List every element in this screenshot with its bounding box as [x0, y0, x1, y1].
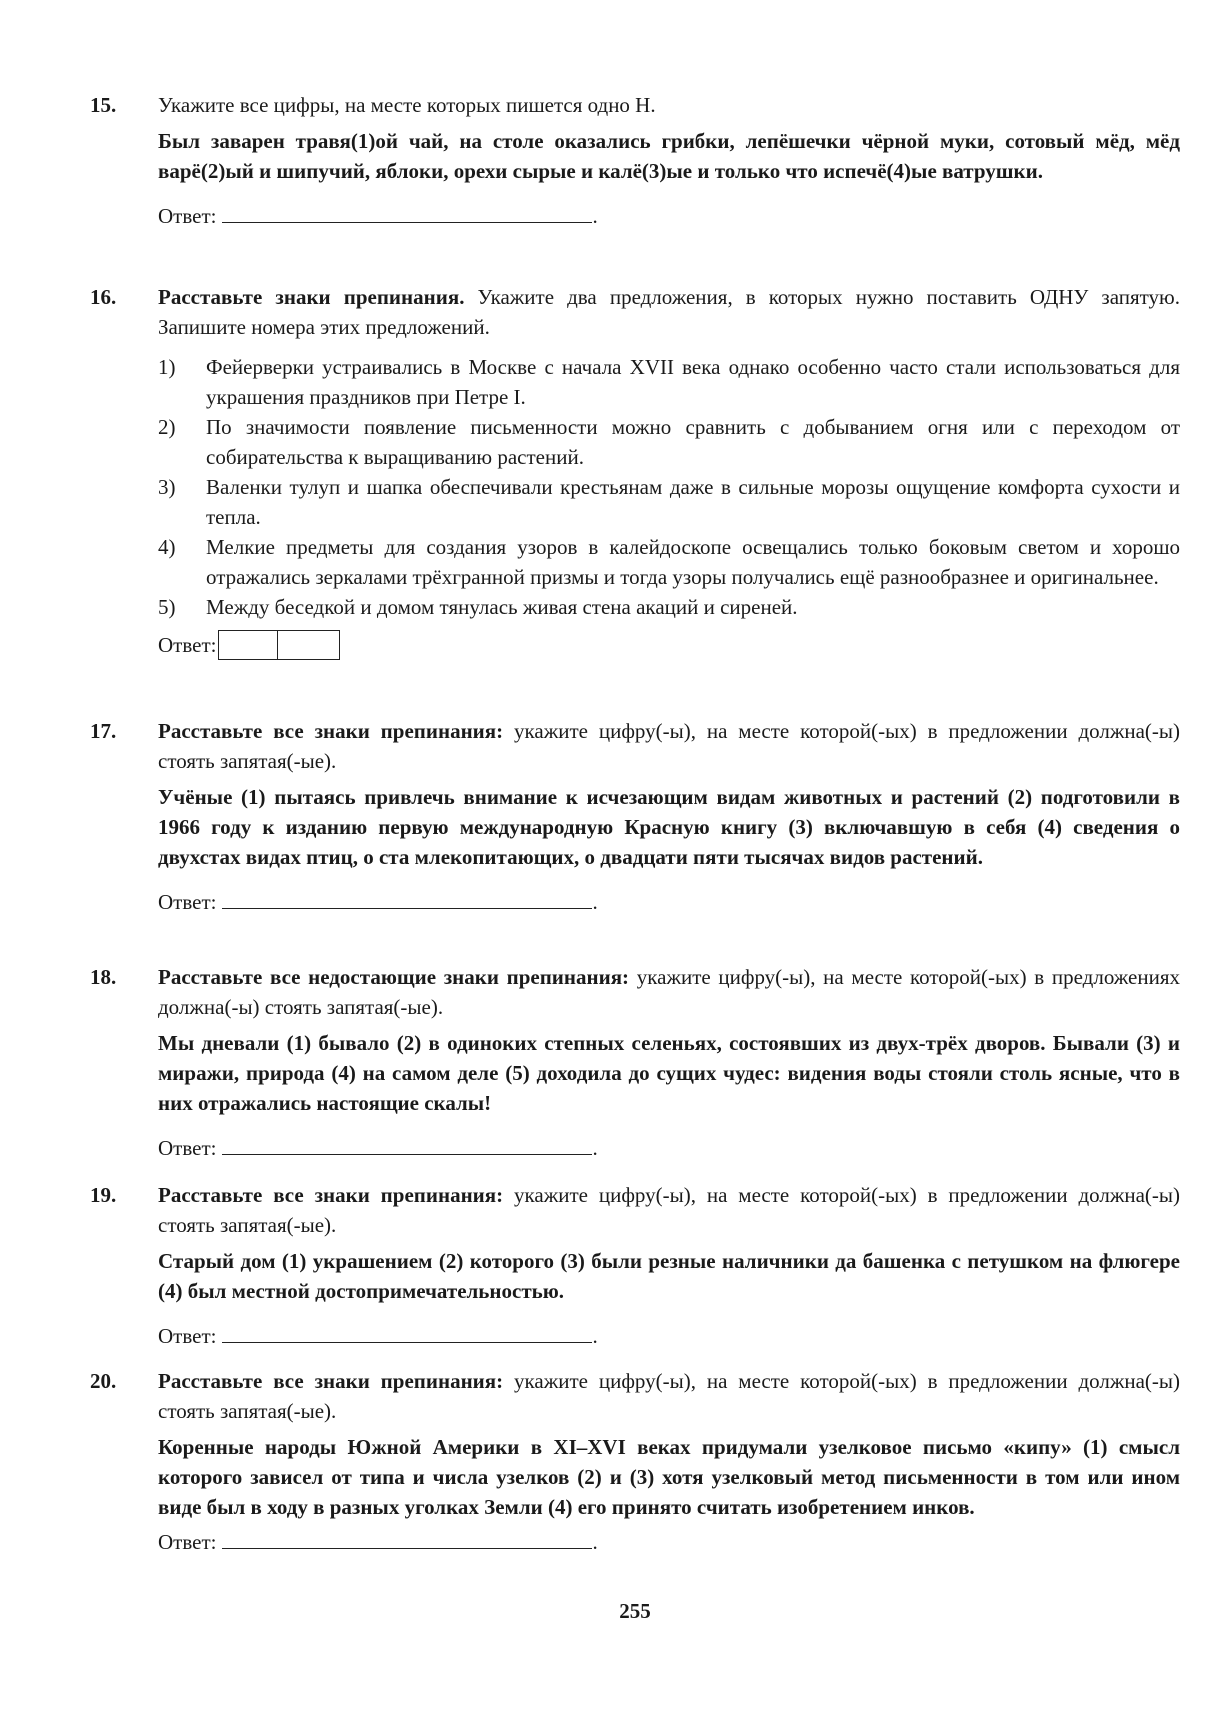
task-number: 16. [90, 285, 117, 309]
task-instruction: Расставьте все знаки препинания: укажите цифру(-ы), на месте которой(-ых) в предложении должна(-ы) стоять запятая(-ые). [158, 719, 1180, 773]
answer-label: Ответ: [158, 1324, 217, 1348]
list-item: 3) Валенки тулуп и шапка обеспечивали крестьянам даже в сильные морозы ощущение комфорта сухости и тепла. [158, 475, 1180, 529]
task-sentence: Был заварен травя(1)ой чай, на столе оказались грибки, лепёшечки чёрной муки, сотовый мёд, мёд варё(2)ый и шипучий, яблоки, орехи сырые и калё(3)ые и только что испечё(4)ые ватрушки. [158, 129, 1180, 183]
answer-boxes[interactable] [218, 630, 340, 660]
answer-input[interactable] [222, 1526, 592, 1549]
answer-row: Ответ: . [158, 200, 1180, 231]
page-number: 255 [619, 1599, 651, 1623]
task-instruction: Расставьте все знаки препинания: укажите цифру(-ы), на месте которой(-ых) в предложении должна(-ы) стоять запятая(-ые). [158, 1183, 1180, 1237]
task-number: 19. [90, 1183, 117, 1207]
task-instruction: Укажите все цифры, на месте которых пишется одно Н. [158, 93, 656, 117]
list-item: 2) По значимости появление письменности можно сравнить с добыванием огня или с переходом от собирательства к выращиванию растений. [158, 415, 1180, 469]
answer-label: Ответ: [158, 1530, 217, 1554]
task-sentence: Старый дом (1) украшением (2) которого (3) были резные наличники да башенка с петушком на флюгере (4) был местной достопримечательностью. [158, 1249, 1180, 1303]
answer-input[interactable] [222, 1132, 592, 1155]
answer-row [158, 630, 1180, 662]
task-number: 17. [90, 719, 117, 743]
task-instruction: Расставьте знаки препинания. Укажите два предложения, в которых нужно поставить ОДНУ запятую. Запишите номера этих предложений. [158, 285, 1181, 339]
answer-label: Ответ: [158, 890, 217, 914]
answer-label: Ответ: [158, 1136, 217, 1160]
answer-row: Ответ: . [158, 1526, 1180, 1557]
task-sentence: Коренные народы Южной Америки в XI–XVI веках придумали узелковое письмо «кипу» (1) смысл которого зависел от типа и числа узелков (2) и (3) хотя узелковый метод письменности в том или ином виде был в ходу в разных уголках Земли (4) его принято считать изобретением инков. [158, 1435, 1180, 1519]
answer-input[interactable] [222, 886, 592, 909]
task-number: 18. [90, 965, 117, 989]
task-number: 20. [90, 1369, 117, 1393]
task-sentence: Учёные (1) пытаясь привлечь внимание к исчезающим видам животных и растений (2) подготовили в 1966 году к изданию первую международную Красную книгу (3) включавшую в себя (4) сведения о двухстах видах птиц, о ста млекопитающих, о двадцати пяти тысячах видов растений. [158, 785, 1180, 869]
answer-input[interactable] [222, 200, 592, 223]
answer-row: Ответ: . [158, 886, 1180, 917]
list-item: 1) Фейерверки устраивались в Москве с начала XVII века однако особенно часто стали использоваться для украшения праздников при Петре I. [158, 355, 1180, 409]
answer-row: Ответ: . [158, 1320, 1180, 1351]
list-item: 5) Между беседкой и домом тянулась живая стена акаций и сиреней. [158, 595, 798, 619]
task-sentence: Мы дневали (1) бывало (2) в одиноких степных селеньях, состоявших из двух-трёх дворов. Бывали (3) и миражи, природа (4) на самом деле (5) доходила до сущих чудес: видения воды стояли столь ясные, что в них отражались настоящие скалы! [158, 1031, 1180, 1115]
answer-input[interactable] [222, 1320, 592, 1343]
answer-label: Ответ: [158, 204, 217, 228]
task-instruction: Расставьте все недостающие знаки препинания: укажите цифру(-ы), на месте которой(-ых) в предложениях должна(-ы) стоять запятая(-ые). [158, 965, 1180, 1019]
list-item: 4) Мелкие предметы для создания узоров в калейдоскопе освещались только боковым светом и хорошо отражались зеркалами трёхгранной призмы и тогда узоры получались ещё разнообразнее и оригинальнее. [158, 535, 1180, 589]
task-instruction: Расставьте все знаки препинания: укажите цифру(-ы), на месте которой(-ых) в предложении должна(-ы) стоять запятая(-ые). [158, 1369, 1180, 1423]
options-list [158, 352, 1180, 622]
answer-label: Ответ: [158, 633, 217, 657]
answer-row: Ответ: . [158, 1132, 1180, 1163]
task-number: 15. [90, 93, 117, 117]
